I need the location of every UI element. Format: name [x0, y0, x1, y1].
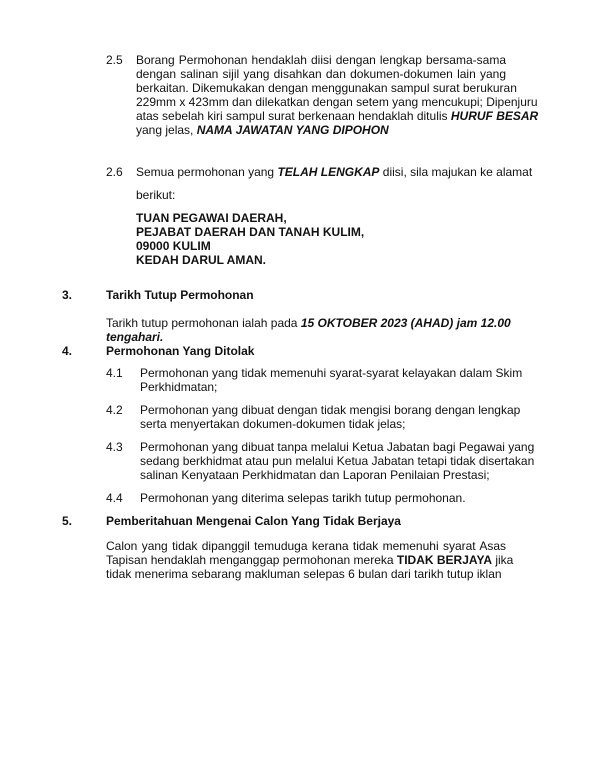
text-run: Permohonan yang dibuat tanpa melalui Ketua Jabatan bagi Pegawai yang: [140, 440, 535, 454]
text-line-content: [136, 225, 364, 239]
text-line: [140, 468, 506, 482]
text-run: berkaitan. Dikemukakan dengan menggunakan sampul surat berukuran: [136, 81, 517, 95]
text-run: jika: [492, 553, 514, 567]
section-heading: [106, 344, 506, 358]
text-line-content: [140, 403, 520, 417]
paragraph: [140, 403, 521, 431]
paragraph: [106, 316, 511, 344]
text-line-content: [140, 366, 522, 380]
text-line-content: [136, 239, 211, 253]
section-number: 4.2: [106, 403, 123, 417]
emphasis-text: TIDAK BERJAYA: [396, 553, 493, 567]
text-line: [136, 95, 538, 109]
text-line: [136, 239, 506, 253]
text-run: Perkhidmatan;: [140, 380, 218, 394]
text-line: [106, 316, 511, 330]
text-line-content: [136, 165, 532, 179]
section-number: 4.1: [106, 366, 123, 380]
text-line: [140, 417, 506, 431]
text-line: [140, 380, 506, 394]
text-line-content: [140, 491, 466, 505]
section-number: 5.: [62, 514, 73, 528]
text-run: sedang berkhidmat atau pun melalui Ketua Jabatan tetapi tidak disertakan: [140, 454, 535, 468]
text-line-content: [136, 95, 538, 109]
text-run: berikut:: [136, 188, 176, 202]
text-line-content: [106, 514, 401, 528]
text-line-content: [106, 316, 511, 330]
text-line-content: [136, 81, 517, 95]
text-line-content: [136, 211, 287, 225]
text-line-content: [136, 67, 506, 81]
emphasis-text: Permohonan Yang Ditolak: [106, 344, 255, 358]
paragraph: [136, 165, 533, 179]
paragraph: [106, 539, 514, 581]
text-run: diisi, sila majukan ke alamat: [379, 165, 533, 179]
emphasis-text: 15 OKTOBER 2023 (AHAD) jam 12.00: [300, 316, 511, 330]
emphasis-text: Tarikh Tutup Permohonan: [106, 288, 254, 302]
paragraph: [136, 211, 506, 267]
text-line: [106, 514, 506, 528]
text-line: [106, 344, 506, 358]
text-line: [136, 67, 506, 81]
text-run: yang jelas,: [136, 123, 197, 137]
section-heading: [106, 514, 506, 528]
text-line: [136, 253, 506, 267]
text-line: [136, 81, 517, 95]
text-line-content: [140, 468, 490, 482]
text-line-content: [140, 454, 534, 468]
text-line-content: [136, 109, 538, 123]
text-line: [136, 109, 539, 123]
text-line-content: [136, 188, 175, 202]
paragraph: [140, 366, 523, 394]
text-line: [140, 403, 521, 417]
emphasis-text: PEJABAT DAERAH DAN TANAH KULIM,: [136, 225, 365, 239]
paragraph: [136, 188, 506, 202]
text-line-content: [136, 53, 506, 67]
text-run: 229mm x 423mm dan dilekatkan dengan setem yang mencukupi; Dipenjuru: [136, 95, 538, 109]
text-run: salinan Kenyataan Perkhidmatan dan Laporan Penilaian Prestasi;: [140, 468, 490, 482]
text-line: [136, 53, 506, 67]
section-number: 2.5: [106, 53, 123, 67]
text-line: [106, 539, 506, 553]
emphasis-text: TUAN PEGAWAI DAERAH,: [136, 211, 287, 225]
text-run: Semua permohonan yang: [136, 165, 278, 179]
emphasis-text: NAMA JAWATAN YANG DIPOHON: [196, 123, 389, 137]
text-line-content: [136, 253, 266, 267]
paragraph: [140, 440, 535, 482]
section-number: 3.: [62, 288, 73, 302]
text-run: Permohonan yang dibuat dengan tidak mengisi borang dengan lengkap: [140, 403, 521, 417]
text-line-content: [106, 553, 513, 567]
text-line-content: [106, 288, 254, 302]
text-line: [106, 553, 514, 567]
text-line-content: [106, 539, 506, 553]
text-line-content: [106, 344, 254, 358]
section-number: 4.3: [106, 440, 123, 454]
paragraph: [136, 53, 539, 137]
text-line-content: [140, 440, 534, 454]
text-line-content: [106, 330, 163, 344]
text-line: [140, 454, 535, 468]
text-line: [136, 211, 506, 225]
text-line-content: [136, 123, 389, 137]
emphasis-text: TELAH LENGKAP: [277, 165, 380, 179]
paragraph: [140, 491, 506, 505]
section-number: 4.4: [106, 491, 123, 505]
text-run: Tapisan hendaklah menganggap permohonan mereka: [106, 553, 397, 567]
text-line-content: [140, 380, 217, 394]
text-line-content: [140, 417, 405, 431]
text-run: Permohonan yang diterima selepas tarikh tutup permohonan.: [140, 491, 466, 505]
text-run: serta menyertakan dokumen-dokumen tidak jelas;: [140, 417, 406, 431]
text-run: dengan salinan sijil yang disahkan dan dokumen-dokumen lain yang: [136, 67, 506, 81]
text-run: tidak menerima sebarang makluman selepas 6 bulan dari tarikh tutup iklan: [106, 567, 502, 581]
text-run: Permohonan yang tidak memenuhi syarat-syarat kelayakan dalam Skim: [140, 366, 523, 380]
emphasis-text: 09000 KULIM: [136, 239, 211, 253]
text-line: [136, 188, 506, 202]
text-line: [140, 440, 535, 454]
text-line: [106, 567, 506, 581]
text-line: [136, 165, 533, 179]
text-run: Borang Permohonan hendaklah diisi dengan lengkap bersama-sama: [136, 53, 506, 67]
section-number: 2.6: [106, 165, 123, 179]
section-heading: [106, 288, 506, 302]
text-line: [136, 225, 506, 239]
text-line-content: [106, 567, 502, 581]
text-line: [106, 330, 506, 344]
emphasis-text: HURUF BESAR: [450, 109, 539, 123]
emphasis-text: Pemberitahuan Mengenai Calon Yang Tidak Berjaya: [106, 514, 401, 528]
text-line: [136, 123, 506, 137]
emphasis-text: KEDAH DARUL AMAN.: [136, 253, 266, 267]
text-run: atas sebelah kiri sampul surat berkenaan hendaklah ditulis: [136, 109, 451, 123]
text-line: [106, 288, 506, 302]
text-line: [140, 366, 523, 380]
text-run: Calon yang tidak dipanggil temuduga kerana tidak memenuhi syarat Asas: [106, 539, 506, 553]
section-number: 4.: [62, 344, 73, 358]
emphasis-text: tengahari.: [106, 330, 164, 344]
text-run: Tarikh tutup permohonan ialah pada: [106, 316, 301, 330]
text-line: [140, 491, 506, 505]
